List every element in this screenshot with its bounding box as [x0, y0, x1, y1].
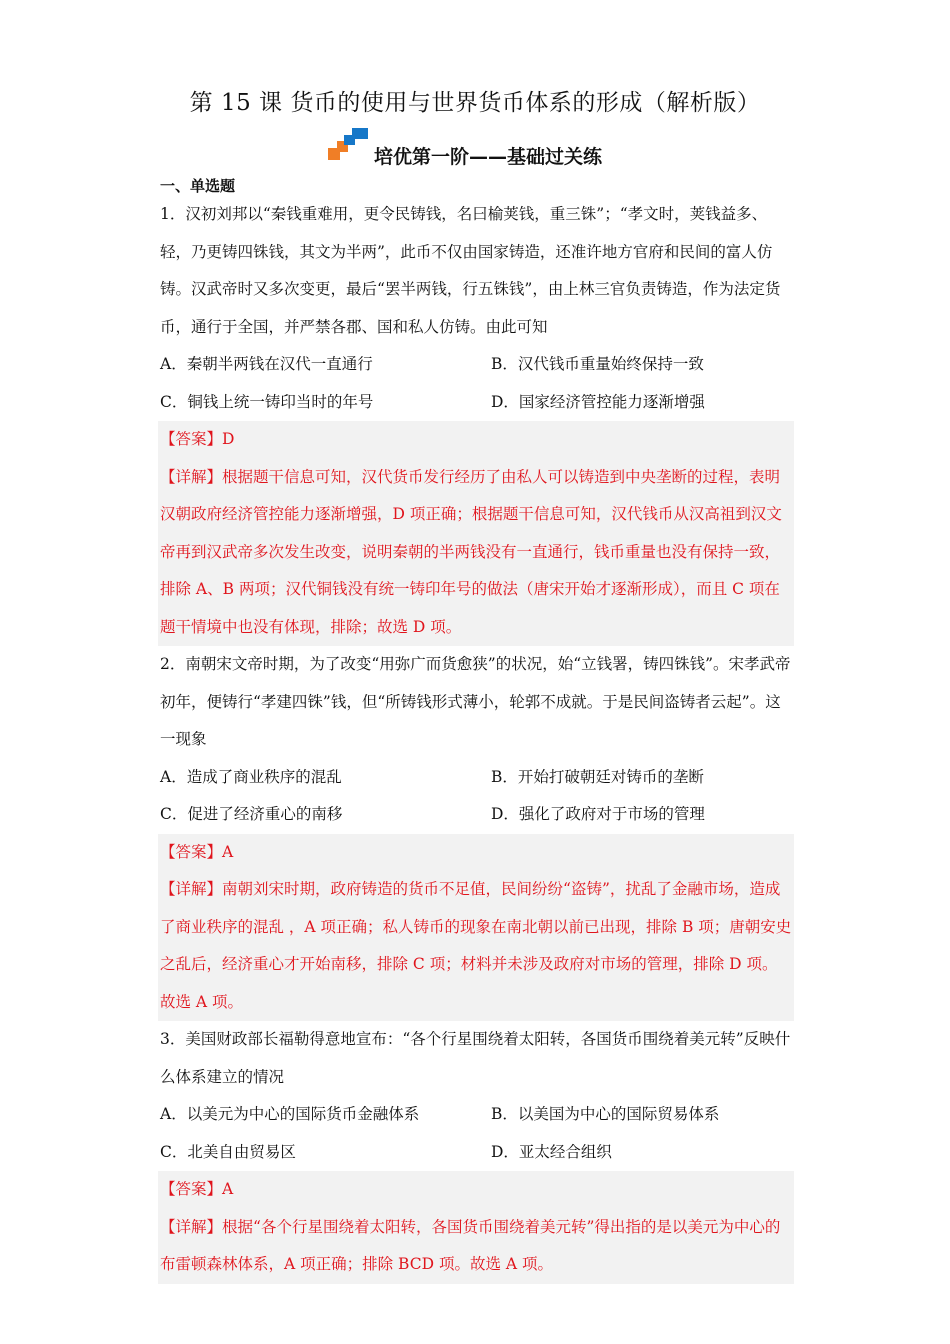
- option-b: B．以美国为中心的国际贸易体系: [491, 1105, 720, 1123]
- option-d: D．国家经济管控能力逐渐增强: [491, 392, 705, 411]
- question-3: [158, 1021, 794, 1284]
- answer-label: 【答案】: [160, 430, 223, 448]
- detail-label: 【详解】: [160, 467, 223, 486]
- answer-label: 【答案】: [160, 1180, 223, 1198]
- option-a: A．秦朝半两钱在汉代一直通行: [160, 355, 373, 373]
- answer-value: A: [222, 842, 234, 861]
- option-b: B．开始打破朝廷对铸币的垄断: [491, 767, 704, 786]
- option-a: A．造成了商业秩序的混乱: [160, 767, 342, 786]
- question-1: [158, 196, 794, 646]
- level-banner: [0, 128, 950, 168]
- detail-label: 【详解】: [160, 880, 223, 898]
- question-stem: 2．南朝宋文帝时期，为了改变“用弥广而货愈狭”的状况，始“立钱署，铸四铢钱”。宋孝武帝初年，便铸行“孝建四铢”钱，但“所铸钱形式薄小，轮郭不成就。于是民间盗铸者云起”。这一现象: [160, 655, 791, 748]
- option-b: B．汉代钱币重量始终保持一致: [491, 355, 704, 373]
- detail-text: 根据“各个行星围绕着太阳转，各国货币围绕着美元转”得出指的是以美元为中心的布雷顿森林体系，A 项正确；排除 BCD 项。故选 A 项。: [160, 1217, 781, 1273]
- option-c: C．铜钱上统一铸印当时的年号: [160, 392, 374, 411]
- answer-value: D: [222, 430, 235, 448]
- question-options: [158, 1096, 794, 1171]
- option-c: C．北美自由贸易区: [160, 1142, 296, 1161]
- answer-label: 【答案】: [160, 842, 223, 861]
- section-heading: 一、单选题: [160, 177, 236, 195]
- answer-box: [158, 421, 794, 646]
- detail-label: 【详解】: [160, 1217, 223, 1236]
- answer-box: [158, 1171, 794, 1284]
- stairs-logo-icon: [328, 128, 370, 162]
- answer-value: A: [222, 1180, 234, 1198]
- question-stem: 1．汉初刘邦以“秦钱重难用，更令民铸钱，名曰榆荚钱，重三铢”；“孝文时，荚钱益多、轻，乃更铸四铢钱，其文为半两”，此币不仅由国家铸造，还准许地方官府和民间的富人仿铸。汉武帝时又多次变更，最后“罢半两钱，行五铢钱”，由上林三官负责铸造，作为法定货币，通行于全国，并严禁各郡、国和私人仿铸。由此可知: [160, 205, 781, 336]
- banner-title: 培优第一阶——基础过关练: [374, 146, 603, 168]
- question-list: [158, 196, 794, 1284]
- page-title: 第 15 课 货币的使用与世界货币体系的形成（解析版）: [189, 90, 761, 116]
- option-a: A．以美元为中心的国际货币金融体系: [160, 1105, 420, 1123]
- option-c: C．促进了经济重心的南移: [160, 805, 343, 823]
- option-d: D．强化了政府对于市场的管理: [491, 805, 705, 823]
- answer-box: [158, 834, 794, 1022]
- option-d: D．亚太经合组织: [491, 1142, 612, 1161]
- question-options: [158, 759, 794, 834]
- detail-text: 根据题干信息可知，汉代货币发行经历了由私人可以铸造到中央垄断的过程，表明汉朝政府经济管控能力逐渐增强，D 项正确；根据题干信息可知，汉代钱币从汉高祖到汉文帝再到汉武帝多次发生改变，说明秦朝的半两钱没有一直通行，钱币重量也没有保持一致，排除 A、B 两项；汉代铜钱没有统一铸印年号的做法（唐宋开始才逐渐形成），而且 C 项在题干情境中也没有体现，排除；故选 D 项。: [160, 467, 782, 636]
- question-options: [158, 346, 794, 421]
- detail-text: 南朝刘宋时期，政府铸造的货币不足值，民间纷纷“盗铸”，扰乱了金融市场，造成了商业秩序的混乱 ，A 项正确；私人铸币的现象在南北朝以前已出现，排除 B 项；唐朝安史之乱后，经济重心才开始南移，排除 C 项；材料并未涉及政府对市场的管理，排除 D 项。故选 A 项。: [160, 880, 792, 1011]
- question-2: [158, 646, 794, 1021]
- question-stem: 3．美国财政部长福勒得意地宣布：“各个行星围绕着太阳转，各国货币围绕着美元转”反映什么体系建立的情况: [160, 1030, 791, 1086]
